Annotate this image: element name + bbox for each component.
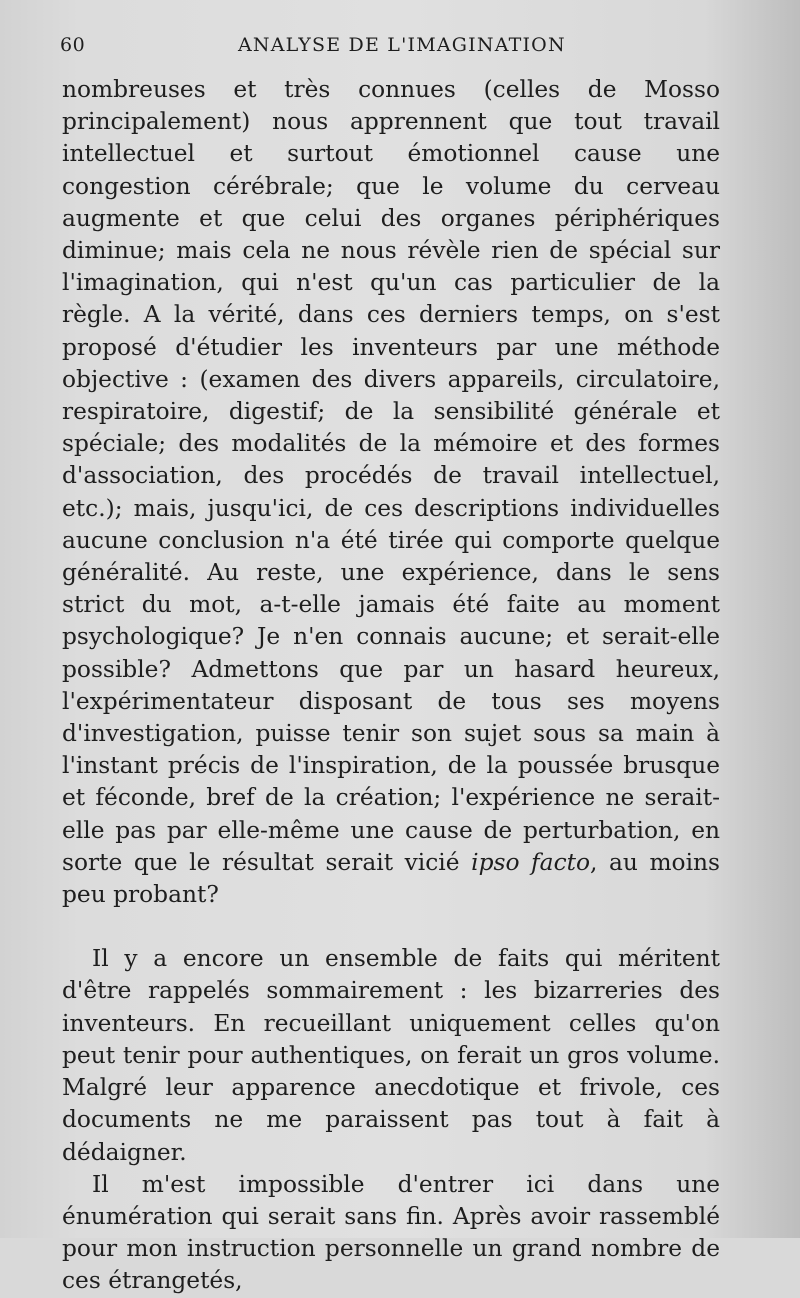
page-number: 60 bbox=[60, 34, 86, 56]
page-header bbox=[60, 34, 740, 62]
paragraph-1-italic: ipso facto bbox=[471, 848, 590, 876]
paragraph-1 bbox=[62, 74, 720, 911]
paragraph-1-text: nombreuses et très connues (celles de Mosso principalement) nous apprennent que tout travail intellectuel et surtout émotionnel cause une congestion cérébrale; que le volume du cerveau augmente et que celui des organes périphériques diminue; mais cela ne nous révèle rien de spécial sur l'imagination, qui n'est qu'un cas particulier de la règle. A la vérité, dans ces derniers temps, on s'est proposé d'étudier les inventeurs par une méthode objective : (examen des divers appareils, circulatoire, respiratoire, digestif; de la sensibilité générale et spéciale; des modalités de la mémoire et des formes d'association, des procédés de travail intellectuel, etc.); mais, jusqu'ici, de ces descriptions individuelles aucune conclusion n'a été tirée qui comporte quelque généralité. Au reste, une expérience, dans le sens strict du mot, a-t-elle jamais été faite au moment psychologique? Je n'en connais aucune; et serait-elle possible? Admettons que par un hasard heureux, l'expérimentateur disposant de tous ses moyens d'investigation, puisse tenir son sujet sous sa main à l'instant précis de l'inspiration, de la poussée brusque et féconde, bref de la création; l'expérience ne serait-elle pas par elle-même une cause de perturbation, en sorte que le résultat serait vicié bbox=[62, 76, 720, 876]
paragraph-1-end: , au moins peu probant? bbox=[62, 848, 720, 909]
body-text bbox=[62, 74, 720, 1298]
paragraph-3: Il m'est impossible d'entrer ici dans une énumération qui serait sans fin. Après avoir rassemblé pour mon instruction personnelle un grand nombre de ces étrangetés, bbox=[62, 1170, 720, 1295]
running-head: ANALYSE DE L'IMAGINATION bbox=[238, 34, 566, 56]
paragraph-2: Il y a encore un ensemble de faits qui méritent d'être rappelés sommairement : les bizarreries des inventeurs. En recueillant uniquement celles qu'on peut tenir pour authentiques, on ferait un gros volume. Malgré leur apparence anecdotique et frivole, ces documents ne me paraissent pas tout à fait à dédaigner. bbox=[62, 945, 720, 1166]
